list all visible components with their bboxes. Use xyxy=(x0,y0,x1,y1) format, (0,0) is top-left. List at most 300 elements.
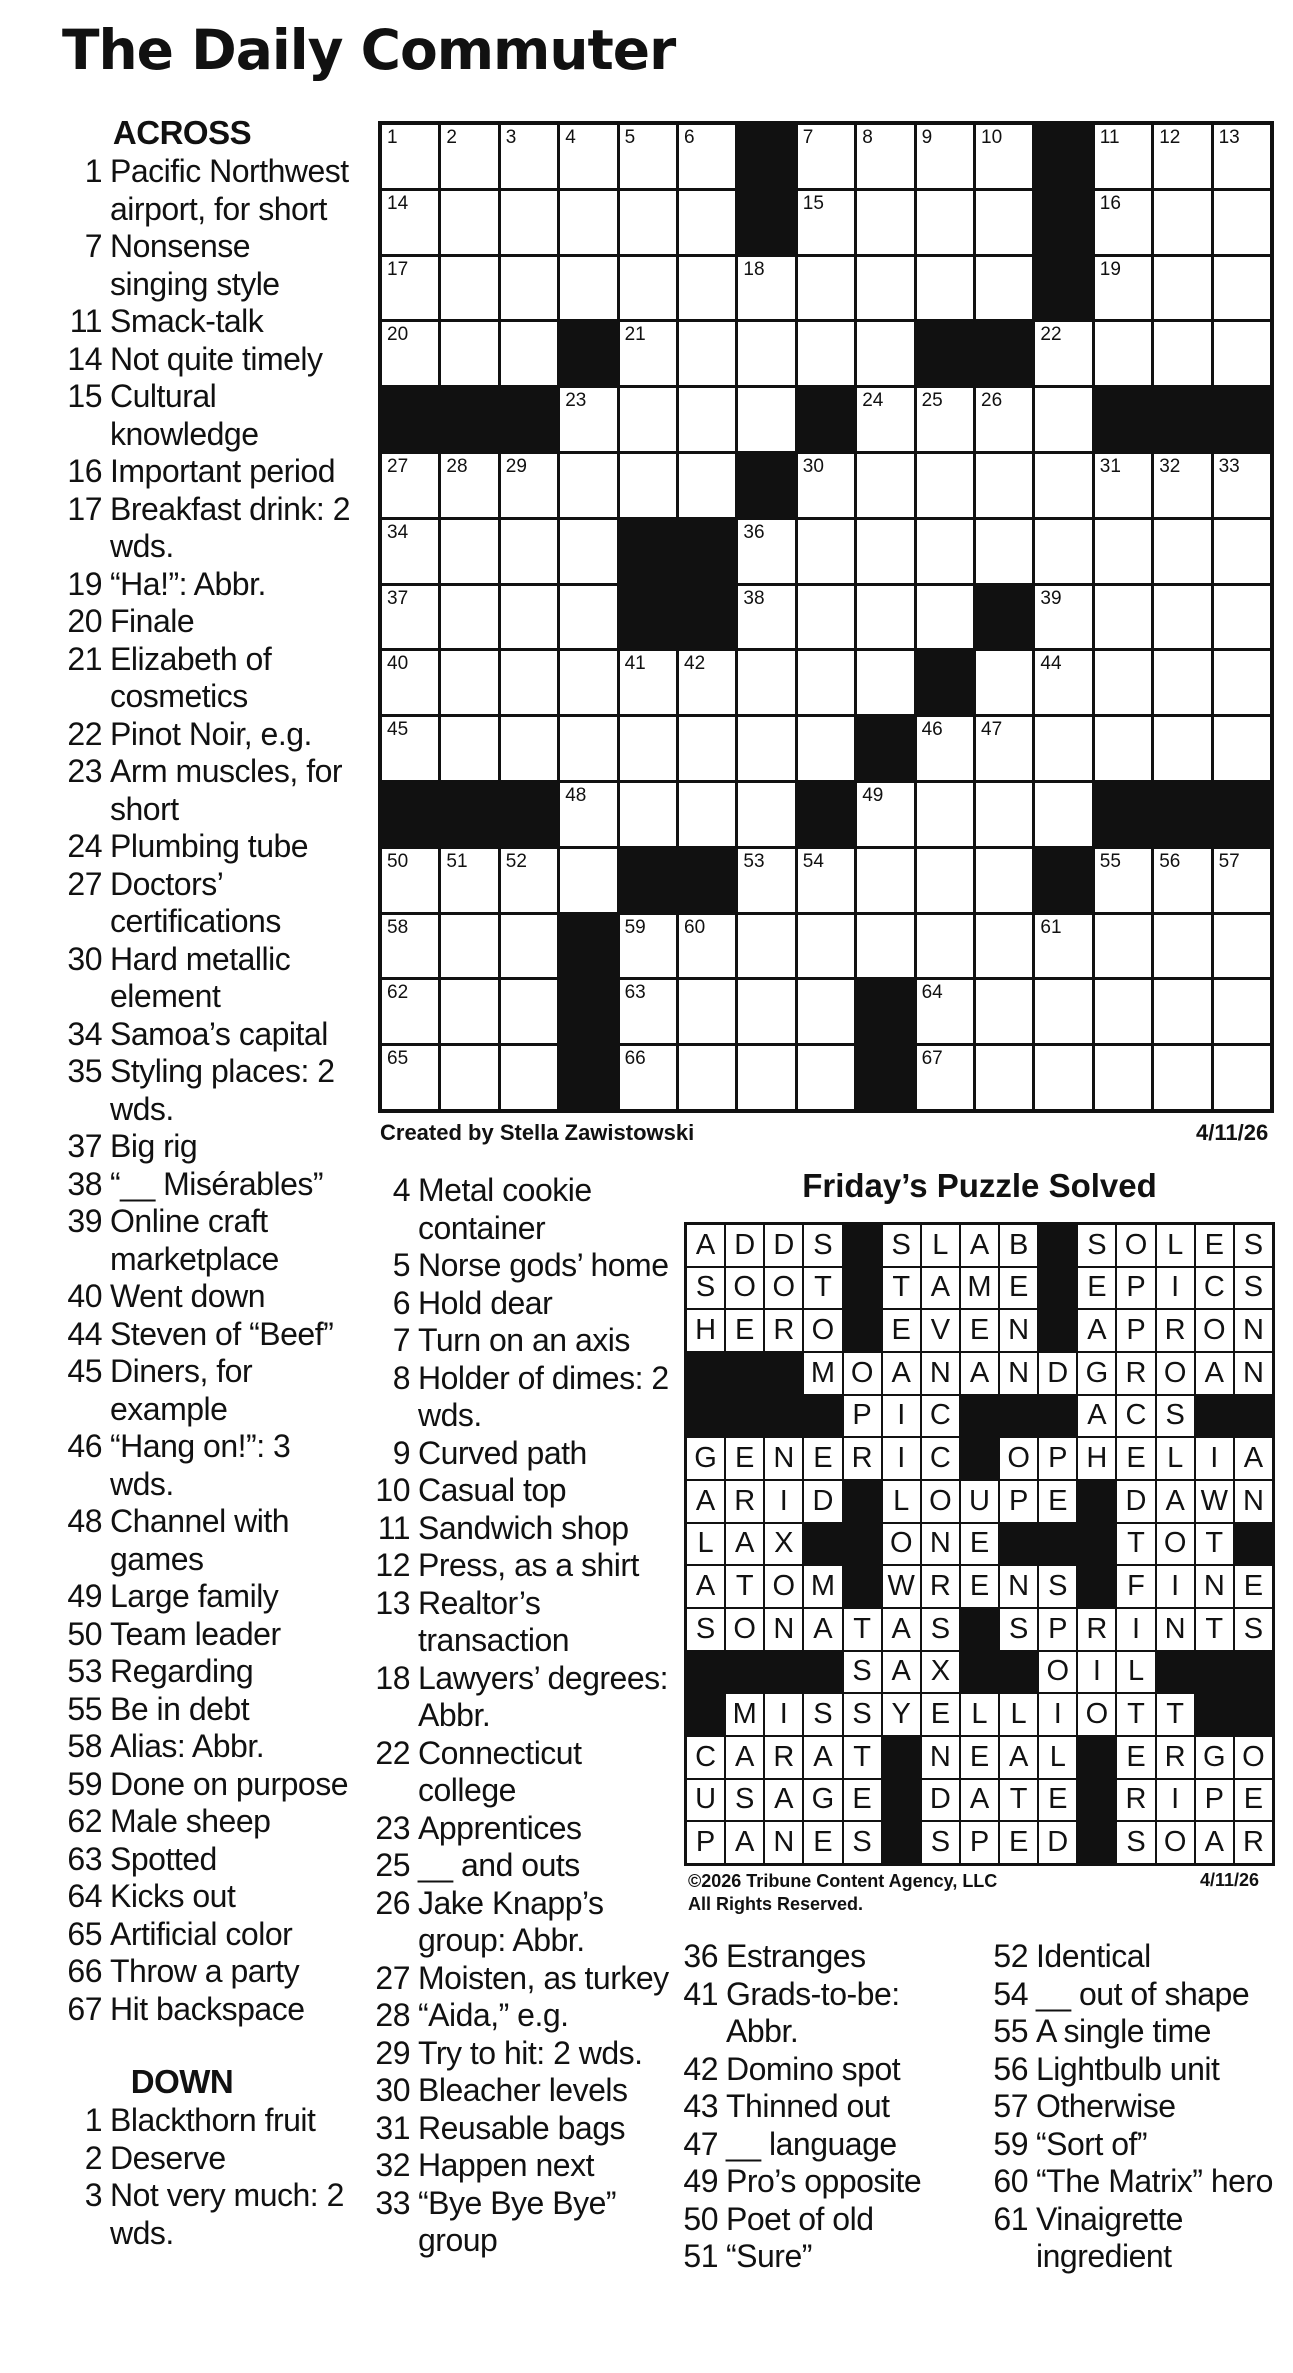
clue-item xyxy=(988,2088,1288,2126)
grid-cell[interactable] xyxy=(382,651,438,714)
clue-item xyxy=(62,566,352,604)
grid-cell[interactable] xyxy=(857,651,913,714)
grid-cell[interactable] xyxy=(917,520,973,583)
grid-cell[interactable] xyxy=(1214,849,1270,912)
grid-cell[interactable] xyxy=(1214,125,1270,188)
grid-cell[interactable] xyxy=(917,125,973,188)
grid-cell[interactable] xyxy=(1095,980,1151,1043)
crossword-grid xyxy=(378,121,1274,1113)
black-square xyxy=(1154,783,1210,846)
grid-cell[interactable] xyxy=(917,915,973,978)
solution-letter: S xyxy=(844,1822,881,1863)
grid-cell[interactable] xyxy=(620,191,676,254)
grid-cell[interactable] xyxy=(382,322,438,385)
solution-letter: E xyxy=(922,1694,959,1735)
grid-cell[interactable] xyxy=(1214,322,1270,385)
clue-text: Sandwich shop xyxy=(418,1509,629,1546)
grid-cell[interactable] xyxy=(560,586,616,649)
grid-cell[interactable] xyxy=(679,783,735,846)
grid-cell[interactable] xyxy=(1214,520,1270,583)
clue-number: 5 xyxy=(392,1247,410,1283)
grid-cell[interactable] xyxy=(1154,257,1210,320)
cell-number: 33 xyxy=(1218,455,1240,477)
solution-letter: E xyxy=(883,1310,920,1351)
grid-cell[interactable] xyxy=(857,783,913,846)
grid-cell[interactable] xyxy=(976,651,1032,714)
clue-number: 6 xyxy=(392,1284,410,1321)
clue-text: Cultural knowledge xyxy=(110,378,259,452)
solution-letter: F xyxy=(1117,1566,1154,1607)
grid-cell[interactable] xyxy=(798,980,854,1043)
solution-letter: V xyxy=(922,1310,959,1351)
grid-cell[interactable] xyxy=(620,651,676,714)
grid-cell[interactable] xyxy=(441,520,497,583)
clue-number: 23 xyxy=(375,1809,410,1846)
solution-letter: M xyxy=(726,1694,763,1735)
grid-cell[interactable] xyxy=(738,520,794,583)
grid-cell[interactable] xyxy=(620,1046,676,1109)
grid-cell[interactable] xyxy=(857,915,913,978)
black-square xyxy=(1214,388,1270,451)
clue-text: Vinaigrette ingredient xyxy=(1036,2200,1183,2274)
grid-cell[interactable] xyxy=(976,520,1032,583)
clue-item xyxy=(62,866,352,941)
clue-number: 45 xyxy=(67,1353,102,1389)
solution-letter: A xyxy=(687,1481,724,1522)
grid-cell[interactable] xyxy=(976,915,1032,978)
grid-cell[interactable] xyxy=(1095,257,1151,320)
grid-cell[interactable] xyxy=(798,849,854,912)
solution-letter: A xyxy=(1078,1396,1115,1437)
grid-cell[interactable] xyxy=(798,717,854,780)
grid-cell[interactable] xyxy=(501,454,557,517)
clue-item xyxy=(370,1172,670,1247)
clue-text: Finale xyxy=(110,603,195,639)
grid-cell[interactable] xyxy=(1095,915,1151,978)
solution-letter: D xyxy=(726,1225,763,1266)
solution-letter: C xyxy=(922,1438,959,1479)
grid-cell[interactable] xyxy=(1154,980,1210,1043)
grid-cell[interactable] xyxy=(1095,322,1151,385)
grid-cell[interactable] xyxy=(441,1046,497,1109)
grid-cell[interactable] xyxy=(1154,454,1210,517)
clue-number: 22 xyxy=(375,1734,410,1771)
clue-item xyxy=(62,1728,352,1766)
grid-cell[interactable] xyxy=(1214,1046,1270,1109)
grid-cell[interactable] xyxy=(441,257,497,320)
grid-cell[interactable] xyxy=(501,322,557,385)
grid-cell[interactable] xyxy=(560,651,616,714)
grid-cell[interactable] xyxy=(738,586,794,649)
grid-cell[interactable] xyxy=(798,191,854,254)
clue-item xyxy=(62,2140,352,2178)
solution-letter: I xyxy=(1196,1438,1233,1479)
grid-cell[interactable] xyxy=(1154,520,1210,583)
grid-cell[interactable] xyxy=(1214,915,1270,978)
grid-cell[interactable] xyxy=(620,783,676,846)
grid-cell[interactable] xyxy=(1035,783,1091,846)
grid-cell[interactable] xyxy=(1214,454,1270,517)
solution-black-square xyxy=(765,1353,802,1394)
grid-cell[interactable] xyxy=(620,980,676,1043)
grid-cell[interactable] xyxy=(560,520,616,583)
grid-cell[interactable] xyxy=(798,454,854,517)
grid-cell[interactable] xyxy=(501,915,557,978)
grid-cell[interactable] xyxy=(501,849,557,912)
grid-cell[interactable] xyxy=(1154,1046,1210,1109)
grid-cell[interactable] xyxy=(798,520,854,583)
solution-letter: S xyxy=(844,1694,881,1735)
grid-cell[interactable] xyxy=(976,849,1032,912)
grid-cell[interactable] xyxy=(560,717,616,780)
grid-cell[interactable] xyxy=(679,454,735,517)
grid-cell[interactable] xyxy=(917,586,973,649)
grid-cell[interactable] xyxy=(738,388,794,451)
grid-cell[interactable] xyxy=(1154,586,1210,649)
black-square xyxy=(1035,125,1091,188)
grid-cell[interactable] xyxy=(382,980,438,1043)
clue-number: 50 xyxy=(67,1615,102,1652)
grid-cell[interactable] xyxy=(1035,1046,1091,1109)
cell-number: 42 xyxy=(684,653,706,675)
clue-item xyxy=(370,1960,670,1998)
grid-cell[interactable] xyxy=(1095,454,1151,517)
clue-text: “Sure” xyxy=(726,2238,812,2274)
clue-text: A single time xyxy=(1036,2013,1211,2049)
grid-cell[interactable] xyxy=(382,454,438,517)
grid-cell[interactable] xyxy=(1095,651,1151,714)
grid-cell[interactable] xyxy=(857,257,913,320)
solution-letter: S xyxy=(1117,1822,1154,1863)
grid-cell[interactable] xyxy=(560,257,616,320)
clue-number: 30 xyxy=(375,2072,410,2108)
grid-cell[interactable] xyxy=(976,454,1032,517)
solution-letter: I xyxy=(1157,1268,1194,1309)
grid-cell[interactable] xyxy=(441,586,497,649)
clue-text: Breakfast drink: 2 wds. xyxy=(110,490,350,564)
grid-cell[interactable] xyxy=(620,257,676,320)
grid-cell[interactable] xyxy=(560,783,616,846)
grid-cell[interactable] xyxy=(1095,191,1151,254)
grid-cell[interactable] xyxy=(738,1046,794,1109)
clue-text: Styling places: 2 wds. xyxy=(110,1053,335,1127)
grid-cell[interactable] xyxy=(1035,388,1091,451)
grid-cell[interactable] xyxy=(917,1046,973,1109)
grid-cell[interactable] xyxy=(1035,322,1091,385)
black-square xyxy=(738,125,794,188)
grid-cell[interactable] xyxy=(738,980,794,1043)
grid-cell[interactable] xyxy=(679,717,735,780)
solution-letter: A xyxy=(804,1737,841,1778)
grid-cell[interactable] xyxy=(441,651,497,714)
clue-item xyxy=(370,1510,670,1548)
solution-letter: A xyxy=(961,1353,998,1394)
grid-cell[interactable] xyxy=(738,783,794,846)
solution-letter: T xyxy=(1117,1694,1154,1735)
black-square xyxy=(1035,257,1091,320)
grid-cell[interactable] xyxy=(976,783,1032,846)
grid-cell[interactable] xyxy=(738,915,794,978)
grid-cell[interactable] xyxy=(441,915,497,978)
grid-cell[interactable] xyxy=(738,717,794,780)
clue-item xyxy=(62,828,352,866)
solution-letter: R xyxy=(1157,1310,1194,1351)
solution-black-square xyxy=(1039,1225,1076,1266)
grid-cell[interactable] xyxy=(1095,520,1151,583)
grid-cell[interactable] xyxy=(441,454,497,517)
clue-number: 14 xyxy=(67,340,102,377)
grid-cell[interactable] xyxy=(382,1046,438,1109)
solution-letter: R xyxy=(765,1737,802,1778)
grid-cell[interactable] xyxy=(1035,520,1091,583)
grid-cell[interactable] xyxy=(798,257,854,320)
grid-cell[interactable] xyxy=(1035,651,1091,714)
clue-number: 66 xyxy=(67,1953,102,1989)
grid-cell[interactable] xyxy=(501,1046,557,1109)
grid-cell[interactable] xyxy=(1095,586,1151,649)
grid-cell[interactable] xyxy=(679,257,735,320)
solution-black-square xyxy=(1078,1822,1115,1863)
grid-cell[interactable] xyxy=(1154,849,1210,912)
clue-number: 59 xyxy=(67,1765,102,1802)
grid-cell[interactable] xyxy=(501,651,557,714)
black-square xyxy=(560,980,616,1043)
grid-cell[interactable] xyxy=(857,191,913,254)
black-square xyxy=(917,651,973,714)
grid-cell[interactable] xyxy=(441,849,497,912)
grid-cell[interactable] xyxy=(1214,651,1270,714)
solution-letter: N xyxy=(1000,1353,1037,1394)
solution-letter: P xyxy=(1117,1310,1154,1351)
grid-cell[interactable] xyxy=(976,191,1032,254)
clue-text: Connecticut college xyxy=(418,1734,582,1808)
grid-cell[interactable] xyxy=(798,651,854,714)
solution-letter: I xyxy=(1078,1652,1115,1693)
solution-letter: N xyxy=(1157,1609,1194,1650)
grid-cell[interactable] xyxy=(798,586,854,649)
grid-cell[interactable] xyxy=(1154,191,1210,254)
clue-item xyxy=(370,2185,670,2260)
grid-cell[interactable] xyxy=(382,191,438,254)
grid-cell[interactable] xyxy=(917,191,973,254)
grid-cell[interactable] xyxy=(738,257,794,320)
grid-cell[interactable] xyxy=(501,717,557,780)
cell-number: 61 xyxy=(1040,916,1062,938)
clue-item xyxy=(62,2177,352,2252)
grid-cell[interactable] xyxy=(382,520,438,583)
grid-cell[interactable] xyxy=(501,257,557,320)
clue-number: 7 xyxy=(84,228,102,264)
black-square xyxy=(382,783,438,846)
grid-cell[interactable] xyxy=(1095,1046,1151,1109)
solution-letter: E xyxy=(1039,1780,1076,1821)
grid-cell[interactable] xyxy=(560,125,616,188)
grid-cell[interactable] xyxy=(382,257,438,320)
cell-number: 2 xyxy=(446,127,457,148)
grid-cell[interactable] xyxy=(441,717,497,780)
grid-cell[interactable] xyxy=(1035,915,1091,978)
grid-cell[interactable] xyxy=(917,849,973,912)
grid-cell[interactable] xyxy=(679,125,735,188)
grid-cell[interactable] xyxy=(679,388,735,451)
grid-cell[interactable] xyxy=(976,257,1032,320)
grid-cell[interactable] xyxy=(857,322,913,385)
grid-cell[interactable] xyxy=(917,388,973,451)
down-clue-list-3 xyxy=(678,1938,978,2276)
grid-cell[interactable] xyxy=(917,717,973,780)
grid-cell[interactable] xyxy=(976,388,1032,451)
clue-item xyxy=(370,1547,670,1585)
solution-letter: I xyxy=(1039,1694,1076,1735)
clue-text: Try to hit: 2 wds. xyxy=(418,2034,643,2071)
clue-text: Moisten, as turkey xyxy=(418,1959,669,1996)
solution-letter: S xyxy=(687,1268,724,1309)
clue-item xyxy=(62,1991,352,2029)
grid-cell[interactable] xyxy=(620,322,676,385)
down-clue-list-2 xyxy=(370,1172,670,2260)
grid-cell[interactable] xyxy=(501,125,557,188)
grid-cell[interactable] xyxy=(501,520,557,583)
grid-cell[interactable] xyxy=(679,915,735,978)
grid-cell[interactable] xyxy=(382,586,438,649)
grid-cell[interactable] xyxy=(857,520,913,583)
grid-cell[interactable] xyxy=(679,322,735,385)
clue-number: 16 xyxy=(67,453,102,489)
grid-cell[interactable] xyxy=(1035,717,1091,780)
grid-cell[interactable] xyxy=(798,322,854,385)
grid-cell[interactable] xyxy=(382,717,438,780)
grid-cell[interactable] xyxy=(1095,849,1151,912)
solution-letter: S xyxy=(922,1609,959,1650)
grid-cell[interactable] xyxy=(1214,980,1270,1043)
grid-cell[interactable] xyxy=(382,915,438,978)
grid-cell[interactable] xyxy=(1214,257,1270,320)
grid-cell[interactable] xyxy=(620,125,676,188)
grid-cell[interactable] xyxy=(560,454,616,517)
grid-cell[interactable] xyxy=(738,651,794,714)
grid-cell[interactable] xyxy=(1035,454,1091,517)
solution-letter: T xyxy=(1196,1609,1233,1650)
solution-black-square xyxy=(1196,1652,1233,1693)
grid-cell[interactable] xyxy=(1154,125,1210,188)
grid-cell[interactable] xyxy=(1214,717,1270,780)
clue-item xyxy=(988,2013,1288,2051)
solution-letter: C xyxy=(922,1396,959,1437)
grid-cell[interactable] xyxy=(679,980,735,1043)
grid-cell[interactable] xyxy=(620,454,676,517)
grid-cell[interactable] xyxy=(1214,191,1270,254)
grid-cell[interactable] xyxy=(857,586,913,649)
solution-letter: O xyxy=(1157,1822,1194,1863)
solution-black-square xyxy=(844,1268,881,1309)
grid-cell[interactable] xyxy=(1035,586,1091,649)
grid-cell[interactable] xyxy=(976,980,1032,1043)
grid-cell[interactable] xyxy=(620,717,676,780)
clue-text: “Bye Bye Bye” group xyxy=(418,2184,617,2258)
grid-cell[interactable] xyxy=(382,849,438,912)
clue-text: Be in debt xyxy=(110,1690,250,1727)
cell-number: 5 xyxy=(624,127,636,148)
grid-cell[interactable] xyxy=(620,388,676,451)
grid-cell[interactable] xyxy=(560,191,616,254)
solution-black-square xyxy=(1157,1652,1194,1693)
solution-letter: T xyxy=(1196,1524,1233,1565)
grid-cell[interactable] xyxy=(857,388,913,451)
grid-cell[interactable] xyxy=(441,322,497,385)
grid-cell[interactable] xyxy=(441,980,497,1043)
grid-cell[interactable] xyxy=(917,454,973,517)
grid-cell[interactable] xyxy=(976,717,1032,780)
grid-cell[interactable] xyxy=(441,191,497,254)
grid-cell[interactable] xyxy=(620,915,676,978)
grid-cell[interactable] xyxy=(679,191,735,254)
grid-cell[interactable] xyxy=(917,980,973,1043)
grid-cell[interactable] xyxy=(857,849,913,912)
clue-number: 11 xyxy=(377,1509,410,1546)
grid-cell[interactable] xyxy=(560,388,616,451)
grid-cell[interactable] xyxy=(382,125,438,188)
cell-number: 34 xyxy=(387,521,409,543)
grid-cell[interactable] xyxy=(1154,915,1210,978)
clue-item xyxy=(988,1938,1288,1976)
cell-number: 57 xyxy=(1218,850,1240,872)
solution-letter: G xyxy=(1078,1353,1115,1394)
clue-text: Not quite timely xyxy=(110,340,323,377)
clue-number: 15 xyxy=(67,378,102,414)
clue-text: Poet of old xyxy=(726,2200,874,2237)
grid-cell[interactable] xyxy=(857,125,913,188)
grid-cell[interactable] xyxy=(917,783,973,846)
grid-cell[interactable] xyxy=(560,849,616,912)
grid-cell[interactable] xyxy=(1214,586,1270,649)
grid-cell[interactable] xyxy=(798,915,854,978)
grid-cell[interactable] xyxy=(857,454,913,517)
grid-cell[interactable] xyxy=(738,849,794,912)
across-heading: ACROSS xyxy=(112,114,252,151)
grid-cell[interactable] xyxy=(1095,125,1151,188)
clue-item xyxy=(678,2163,978,2201)
grid-cell[interactable] xyxy=(501,586,557,649)
grid-cell[interactable] xyxy=(1035,980,1091,1043)
clue-number: 19 xyxy=(67,565,102,602)
grid-cell[interactable] xyxy=(1095,717,1151,780)
clue-text: “Hang on!”: 3 wds. xyxy=(110,1428,291,1502)
solution-black-square xyxy=(961,1609,998,1650)
solution-black-square xyxy=(844,1566,881,1607)
grid-cell[interactable] xyxy=(679,1046,735,1109)
solution-letter: G xyxy=(804,1780,841,1821)
solution-black-square xyxy=(765,1396,802,1437)
grid-cell[interactable] xyxy=(1154,651,1210,714)
grid-cell[interactable] xyxy=(798,1046,854,1109)
grid-cell[interactable] xyxy=(501,191,557,254)
grid-cell[interactable] xyxy=(1154,322,1210,385)
black-square xyxy=(857,717,913,780)
clue-text: Curved path xyxy=(418,1434,587,1471)
grid-cell[interactable] xyxy=(679,651,735,714)
grid-cell[interactable] xyxy=(976,125,1032,188)
grid-cell[interactable] xyxy=(1154,717,1210,780)
grid-cell[interactable] xyxy=(798,125,854,188)
grid-cell[interactable] xyxy=(976,1046,1032,1109)
grid-cell[interactable] xyxy=(917,257,973,320)
clue-text: Samoa’s capital xyxy=(110,1015,328,1052)
grid-cell[interactable] xyxy=(441,125,497,188)
solution-letter: P xyxy=(687,1822,724,1863)
grid-cell[interactable] xyxy=(501,980,557,1043)
solution-letter: E xyxy=(961,1566,998,1607)
grid-cell[interactable] xyxy=(738,322,794,385)
